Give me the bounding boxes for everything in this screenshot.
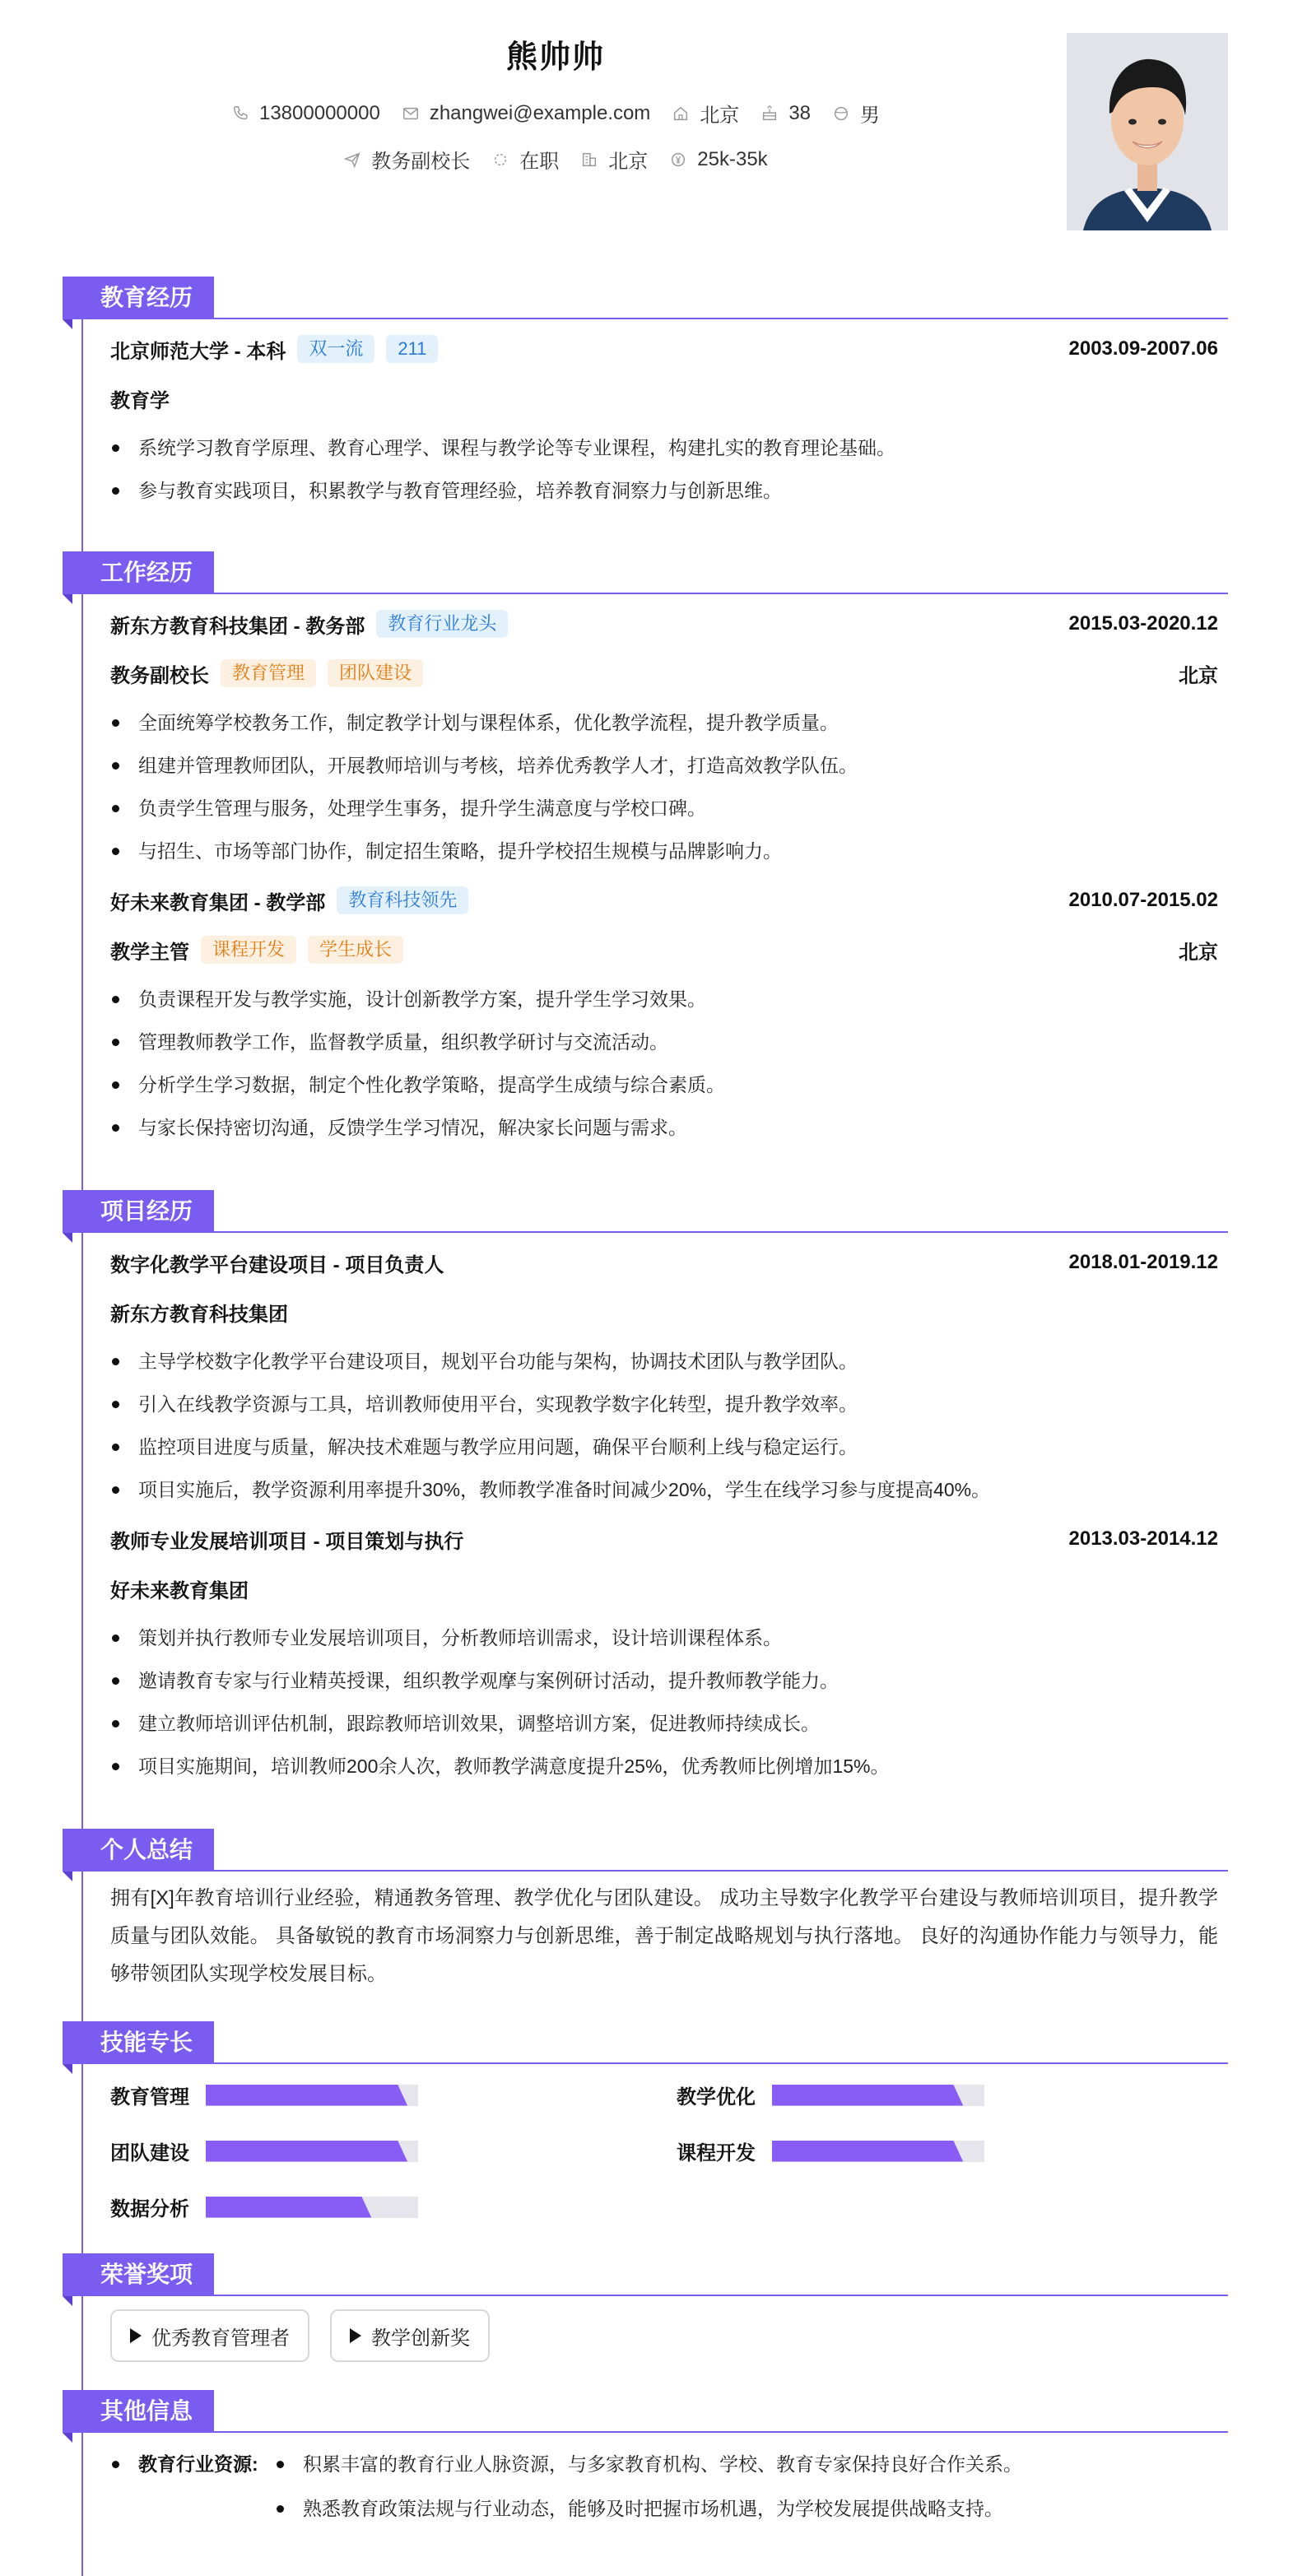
play-icon	[130, 2328, 142, 2343]
role-tag: 课程开发	[201, 936, 296, 964]
list-item: 建立教师培训评估机制，跟踪教师培训效果，调整培训方案，促进教师持续成长。	[110, 1702, 1218, 1745]
education-bullets	[110, 426, 1218, 512]
job-period: 2015.03-2020.12	[1068, 612, 1218, 635]
contact-row	[0, 99, 1111, 128]
send-icon	[343, 151, 361, 169]
job-bullets	[110, 978, 1218, 1149]
award-badge[interactable]	[110, 2309, 309, 2362]
home-icon	[672, 105, 690, 123]
city-info	[580, 145, 648, 174]
section-rule	[214, 593, 1228, 594]
section-notch	[63, 1233, 72, 1243]
building-icon	[580, 151, 598, 169]
job-intent-row	[0, 145, 1111, 174]
list-item: 监控项目进度与质量，解决技术难题与教学应用问题，确保平台顺利上线与稳定运行。	[110, 1425, 1218, 1468]
job-bullets	[110, 701, 1218, 872]
skill-bar	[772, 2085, 984, 2106]
city-text: 北京	[608, 151, 649, 173]
role-tag: 教育管理	[221, 659, 316, 687]
section-notch	[63, 2433, 72, 2443]
project-period: 2018.01-2019.12	[1068, 1251, 1218, 1273]
list-item: 积累丰富的教育行业人脉资源，与多家教育机构、学校、教育专家保持良好合作关系。	[275, 2443, 1022, 2487]
section-rule	[214, 1870, 1228, 1872]
skill-bar	[206, 2085, 418, 2106]
phone-text: 13800000000	[258, 101, 380, 124]
education-period: 2003.09-2007.06	[1068, 337, 1218, 360]
skill-bar	[772, 2141, 984, 2162]
section-title: 荣誉奖项	[63, 2253, 214, 2296]
email-text: zhangwei@example.com	[429, 101, 651, 124]
phone-info	[231, 102, 380, 125]
school-tag: 双一流	[297, 335, 374, 363]
role-tag: 团队建设	[328, 659, 423, 687]
money-icon	[669, 151, 687, 169]
section-title: 技能专长	[63, 2021, 214, 2064]
award-badge[interactable]	[330, 2309, 490, 2362]
role-row	[110, 655, 1218, 691]
role-row	[110, 932, 1218, 968]
skill-fill	[206, 2197, 371, 2218]
position-text: 教务副校长	[371, 151, 471, 173]
school-name: 北京师范大学 - 本科	[110, 340, 286, 363]
honors-list	[0, 2309, 1307, 2364]
list-item: 与招生、市场等部门协作，制定招生策略，提升学校招生规模与品牌影响力。	[110, 830, 1218, 872]
cake-icon	[760, 105, 779, 123]
company-tag: 教育科技领先	[337, 886, 468, 914]
section-title: 其他信息	[63, 2390, 214, 2433]
person-icon	[832, 105, 850, 123]
section-rule	[214, 318, 1228, 319]
position-info	[343, 145, 470, 174]
list-item: 管理教师教学工作，监督教学质量，组织教学研讨与交流活动。	[110, 1021, 1218, 1063]
list-item: 参与教育实践项目，积累教学与教育管理经验，培养教育洞察力与创新思维。	[110, 469, 1218, 512]
job-row	[110, 606, 1218, 642]
company-name: 新东方教育科技集团 - 教务部	[110, 615, 365, 638]
section-notch	[63, 2064, 72, 2074]
other-label: 教育行业资源:	[138, 2453, 258, 2475]
project-org-row	[110, 1570, 1218, 1607]
skill-name: 教学优化	[677, 2086, 756, 2109]
section-title: 工作经历	[63, 551, 214, 594]
education-row	[110, 331, 1218, 367]
project-org: 新东方教育科技集团	[110, 1303, 288, 1326]
list-item: 项目实施后，教学资源利用率提升30%，教师教学准备时间减少20%，学生在线学习参与度提高40%。	[110, 1468, 1218, 1511]
phone-icon	[231, 105, 249, 123]
project-row	[110, 1244, 1218, 1281]
role-tag: 学生成长	[308, 936, 403, 964]
status-icon	[491, 151, 509, 169]
list-item: 系统学习教育学原理、教育心理学、课程与教学论等专业课程，构建扎实的教育理论基础。	[110, 426, 1218, 469]
skill-bar	[206, 2141, 418, 2162]
skill-item	[677, 2137, 984, 2165]
skill-name: 课程开发	[677, 2142, 756, 2164]
skill-bar	[206, 2197, 418, 2218]
section-rule	[214, 2431, 1228, 2433]
summary-text: 拥有[X]年教育培训行业经验，精通教务管理、教学优化与团队建设。 成功主导数字化教学平台建设与教师培训项目，提升教学质量与团队效能。 具备敏锐的教育市场洞察力与创新思维，善于制定战略规划与执行落地。 良好的沟通协作能力与领导力，能够带领团队实现学校发展目标。	[110, 1887, 1218, 1985]
list-item: 负责课程开发与教学实施，设计创新教学方案，提升学生学习效果。	[110, 978, 1218, 1021]
school-tag: 211	[386, 335, 438, 363]
skill-item	[110, 2137, 418, 2165]
section-notch	[63, 2296, 72, 2306]
list-item: 分析学生学习数据，制定个性化教学策略，提高学生成绩与综合素质。	[110, 1063, 1218, 1106]
list-item: 负责学生管理与服务，处理学生事务，提升学生满意度与学校口碑。	[110, 787, 1218, 830]
play-icon	[350, 2328, 361, 2343]
section-rule	[214, 1231, 1228, 1233]
resume-header	[0, 0, 1307, 247]
other-list	[275, 2443, 1022, 2532]
profile-photo	[1067, 33, 1228, 230]
major-name: 教育学	[110, 389, 170, 412]
company-name: 好未来教育集团 - 教学部	[110, 891, 326, 914]
award-label: 优秀教育管理者	[151, 2327, 290, 2350]
list-item: 策划并执行教师专业发展培训项目，分析教师培训需求，设计培训课程体系。	[110, 1616, 1218, 1659]
skill-name: 数据分析	[110, 2198, 189, 2220]
timeline-line	[81, 305, 83, 2576]
age-info	[760, 102, 811, 125]
section-title: 教育经历	[63, 277, 214, 319]
salary-text: 25k-35k	[697, 147, 768, 170]
status-text: 在职	[519, 151, 560, 173]
bullet-dot	[112, 2461, 119, 2468]
mail-icon	[402, 105, 420, 123]
section-rule	[214, 2295, 1228, 2296]
list-item: 引入在线教学资源与工具，培训教师使用平台，实现教学数字化转型，提升教学效率。	[110, 1383, 1218, 1425]
project-org: 好未来教育集团	[110, 1579, 249, 1602]
hometown-info	[672, 99, 739, 128]
section-notch	[63, 1872, 72, 1881]
project-name: 数字化教学平台建设项目 - 项目负责人	[110, 1253, 444, 1276]
section-rule	[214, 2062, 1228, 2064]
list-item: 熟悉教育政策法规与行业动态，能够及时把握市场机遇，为学校发展提供战略支持。	[275, 2487, 1022, 2532]
list-item: 主导学校数字化教学平台建设项目，规划平台功能与架构，协调技术团队与教学团队。	[110, 1340, 1218, 1383]
skill-item	[110, 2081, 418, 2109]
role-name: 教务副校长	[110, 664, 209, 687]
project-period: 2013.03-2014.12	[1068, 1527, 1218, 1550]
section-title: 个人总结	[63, 1829, 214, 1872]
role-name: 教学主管	[110, 941, 189, 964]
company-tag: 教育行业龙头	[376, 610, 508, 638]
job-location: 北京	[1179, 664, 1218, 687]
age-text: 38	[788, 101, 812, 124]
skill-item	[677, 2081, 984, 2109]
skill-fill	[772, 2085, 963, 2106]
skill-name: 教育管理	[110, 2086, 189, 2109]
section-notch	[63, 594, 72, 604]
candidate-name: 熊帅帅	[505, 40, 605, 75]
list-item: 项目实施期间，培训教师200余人次，教师教学满意度提升25%，优秀教师比例增加15%。	[110, 1745, 1218, 1788]
gender-text: 男	[860, 105, 881, 127]
major-row	[110, 380, 1218, 416]
salary-info	[669, 148, 767, 171]
list-item: 邀请教育专家与行业精英授课，组织教学观摩与案例研讨活动，提升教师教学能力。	[110, 1659, 1218, 1702]
job-period: 2010.07-2015.02	[1068, 889, 1218, 911]
skill-name: 团队建设	[110, 2142, 189, 2164]
project-org-row	[110, 1294, 1218, 1330]
list-item: 全面统筹学校教务工作，制定教学计划与课程体系，优化教学流程，提升教学质量。	[110, 701, 1218, 744]
project-row	[110, 1521, 1218, 1557]
project-bullets	[110, 1616, 1218, 1788]
skill-fill	[772, 2141, 963, 2162]
status-info	[491, 145, 559, 174]
job-row	[110, 882, 1218, 918]
section-notch	[63, 319, 72, 329]
list-item: 组建并管理教师团队，开展教师培训与考核，培养优秀教学人才，打造高效教学队伍。	[110, 744, 1218, 787]
section-title: 项目经历	[63, 1190, 214, 1233]
email-info	[402, 102, 651, 125]
job-location: 北京	[1179, 941, 1218, 964]
skill-item	[110, 2192, 418, 2221]
hometown-text: 北京	[700, 105, 740, 127]
award-label: 教学创新奖	[371, 2327, 470, 2350]
list-item: 与家长保持密切沟通，反馈学生学习情况，解决家长问题与需求。	[110, 1106, 1218, 1149]
skill-fill	[206, 2141, 407, 2162]
skill-fill	[206, 2085, 407, 2106]
project-bullets	[110, 1340, 1218, 1511]
gender-info	[832, 99, 880, 128]
project-name: 教师专业发展培训项目 - 项目策划与执行	[110, 1530, 464, 1553]
